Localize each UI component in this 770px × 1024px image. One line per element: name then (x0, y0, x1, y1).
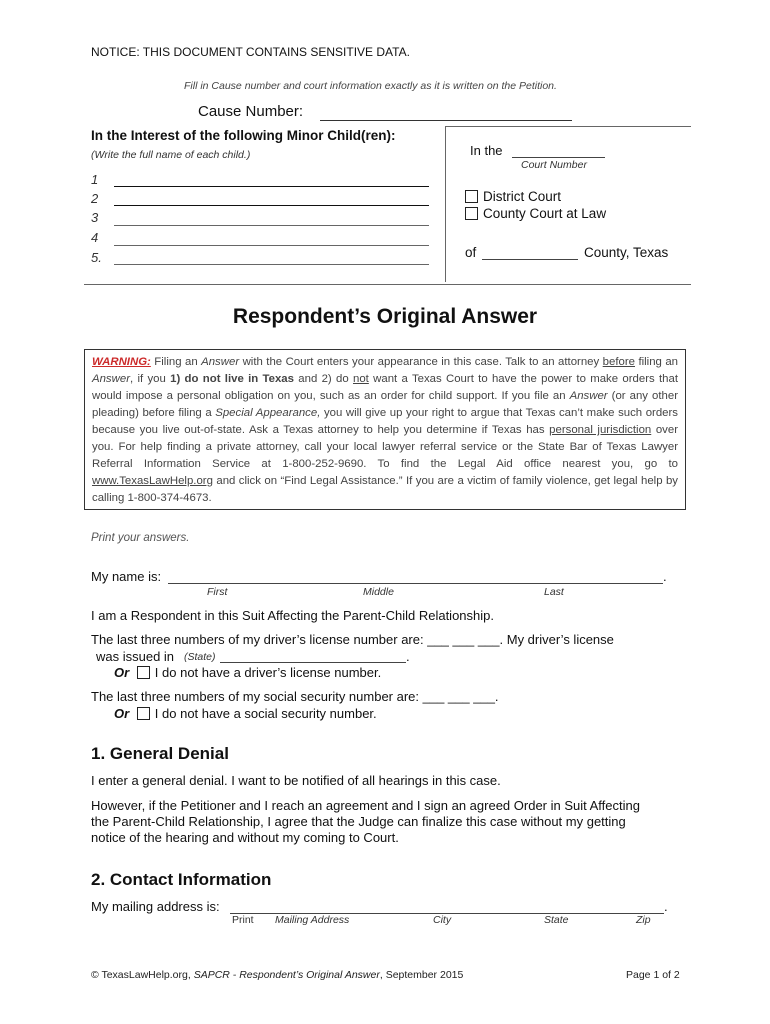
respondent-statement: I am a Respondent in this Suit Affecting the Parent-Child Relationship. (91, 608, 494, 623)
or-label: Or (114, 706, 130, 721)
cause-number-label: Cause Number: (198, 103, 304, 120)
warning-text: over you. For help finding a private attorney, call your local lawyer referral service or the State Bar of Texas Lawyer Referral Information Service at 1-800-252-9690. To find the Legal Aid office nearest you, go to (92, 424, 678, 470)
sensitive-data-notice: NOTICE: THIS DOCUMENT CONTAINS SENSITIVE DATA. (91, 45, 410, 59)
warning-text: personal jurisdiction (549, 424, 652, 436)
license-period: . (406, 649, 410, 664)
warning-box (84, 349, 686, 510)
county-court-checkbox[interactable] (465, 207, 478, 220)
child-name-field[interactable] (114, 186, 429, 187)
print-answers-instruction: Print your answers. (91, 532, 190, 544)
minor-children-instruction: (Write the full name of each child.) (91, 149, 251, 161)
name-field[interactable] (168, 583, 663, 584)
child-name-field[interactable] (114, 205, 429, 206)
no-ssn-label: I do not have a social security number. (154, 706, 377, 721)
county-texas-label: County, Texas (584, 245, 669, 260)
in-the-label: In the (470, 143, 503, 158)
warning-text: Filing an (150, 356, 202, 368)
address-period: . (664, 899, 668, 914)
state-sublabel: State (544, 914, 569, 926)
no-license-checkbox[interactable] (137, 666, 150, 679)
warning-label: WARNING: (92, 356, 151, 368)
warning-text: and 2) do (293, 373, 353, 385)
middle-name-label: Middle (363, 586, 394, 598)
first-name-label: First (207, 586, 228, 598)
warning-text: Answer (92, 373, 130, 385)
child-number: 2 (91, 191, 99, 206)
license-state-field[interactable] (220, 662, 406, 663)
warning-text: want a Texas Court to have the power to make orders that would impose a personal obligation on you, such as an order for child support. If you file an (92, 373, 678, 402)
no-ssn-checkbox[interactable] (137, 707, 150, 720)
warning-text: Answer (569, 390, 608, 402)
page-number: Page 1 of 2 (626, 969, 680, 981)
city-label: City (433, 914, 452, 926)
county-court-label: County Court at Law (483, 206, 607, 221)
general-denial-heading: 1. General Denial (91, 744, 229, 763)
ssn-statement: The last three numbers of my social security number are: ___ ___ ___. (91, 689, 499, 704)
caption-top-line (445, 126, 691, 127)
texaslawhelp-link[interactable]: www.TexasLawHelp.org (92, 475, 213, 487)
warning-text: not (353, 373, 369, 385)
of-label: of (465, 245, 477, 260)
county-court-option[interactable] (465, 206, 606, 221)
or-label: Or (114, 665, 130, 680)
name-period: . (663, 569, 667, 584)
drivers-license-statement: The last three numbers of my driver’s license number are: ___ ___ ___. My driver’s license (91, 632, 614, 647)
caption-bottom-line (84, 284, 691, 285)
child-number: 3 (91, 210, 99, 225)
warning-text: and click on “Find Legal Assistance.” If you are a victim of family violence, get legal help by calling 1-800-374-4673. (92, 475, 678, 504)
court-number-field[interactable] (512, 157, 605, 158)
child-number: 1 (91, 172, 99, 187)
warning-text: you will give up your right to argue that Texas can’t make such orders because you live out-of-state. Ask a Texas attorney to help you determine if Texas has (92, 407, 678, 436)
cause-number-field[interactable] (320, 120, 572, 121)
fill-instruction: Fill in Cause number and court information exactly as it is written on the Petition. (184, 80, 557, 92)
minor-children-heading: In the Interest of the following Minor Child(ren): (91, 128, 396, 143)
warning-text: , if you (129, 373, 171, 385)
document-title: Respondent’s Original Answer (232, 305, 538, 328)
state-label: (State) (184, 651, 216, 663)
mailing-address-label: My mailing address is: (91, 899, 220, 914)
district-court-option[interactable] (465, 189, 561, 204)
county-field[interactable] (482, 259, 578, 260)
no-license-label: I do not have a driver’s license number. (154, 665, 382, 680)
last-name-label: Last (544, 586, 564, 598)
agreement-text-line: notice of the hearing and without my coming to Court. (91, 830, 399, 845)
caption-divider (445, 126, 446, 282)
warning-text: with the Court enters your appearance in this case. Talk to an attorney (239, 356, 603, 368)
zip-label: Zip (636, 914, 651, 926)
district-court-checkbox[interactable] (465, 190, 478, 203)
warning-text: 1) do not live in Texas (170, 373, 294, 385)
footer-form-name: SAPCR - Respondent’s Original Answer (193, 969, 380, 981)
footer-date: , September 2015 (379, 969, 464, 981)
mailing-address-sublabel: Mailing Address (275, 914, 350, 926)
issued-in-label: was issued in (96, 649, 175, 664)
footer-copyright (91, 969, 463, 981)
court-number-label: Court Number (521, 159, 587, 171)
footer-text: © TexasLawHelp.org, (91, 969, 194, 981)
child-number: 4 (91, 230, 99, 245)
warning-text: (or any other pleading) before filing a (92, 390, 679, 419)
child-name-field[interactable] (114, 245, 429, 246)
agreement-text-line: However, if the Petitioner and I reach an agreement and I sign an agreed Order in Suit Affecting (91, 798, 640, 813)
warning-text: Special Appearance, (215, 407, 321, 419)
warning-text: filing an (634, 356, 678, 368)
agreement-text-line: the Parent-Child Relationship, I agree that the Judge can finalize this case without my getting (91, 814, 626, 829)
warning-text: Answer (201, 356, 240, 368)
name-label: My name is: (91, 569, 162, 584)
print-label: Print (232, 914, 254, 926)
contact-information-heading: 2. Contact Information (91, 870, 272, 889)
no-license-option[interactable] (114, 665, 381, 680)
child-number: 5. (91, 250, 102, 265)
warning-text: before (602, 356, 635, 368)
district-court-label: District Court (483, 189, 562, 204)
general-denial-text: I enter a general denial. I want to be notified of all hearings in this case. (91, 773, 501, 788)
no-ssn-option[interactable] (114, 706, 377, 721)
child-name-field[interactable] (114, 225, 429, 226)
child-name-field[interactable] (114, 264, 429, 265)
